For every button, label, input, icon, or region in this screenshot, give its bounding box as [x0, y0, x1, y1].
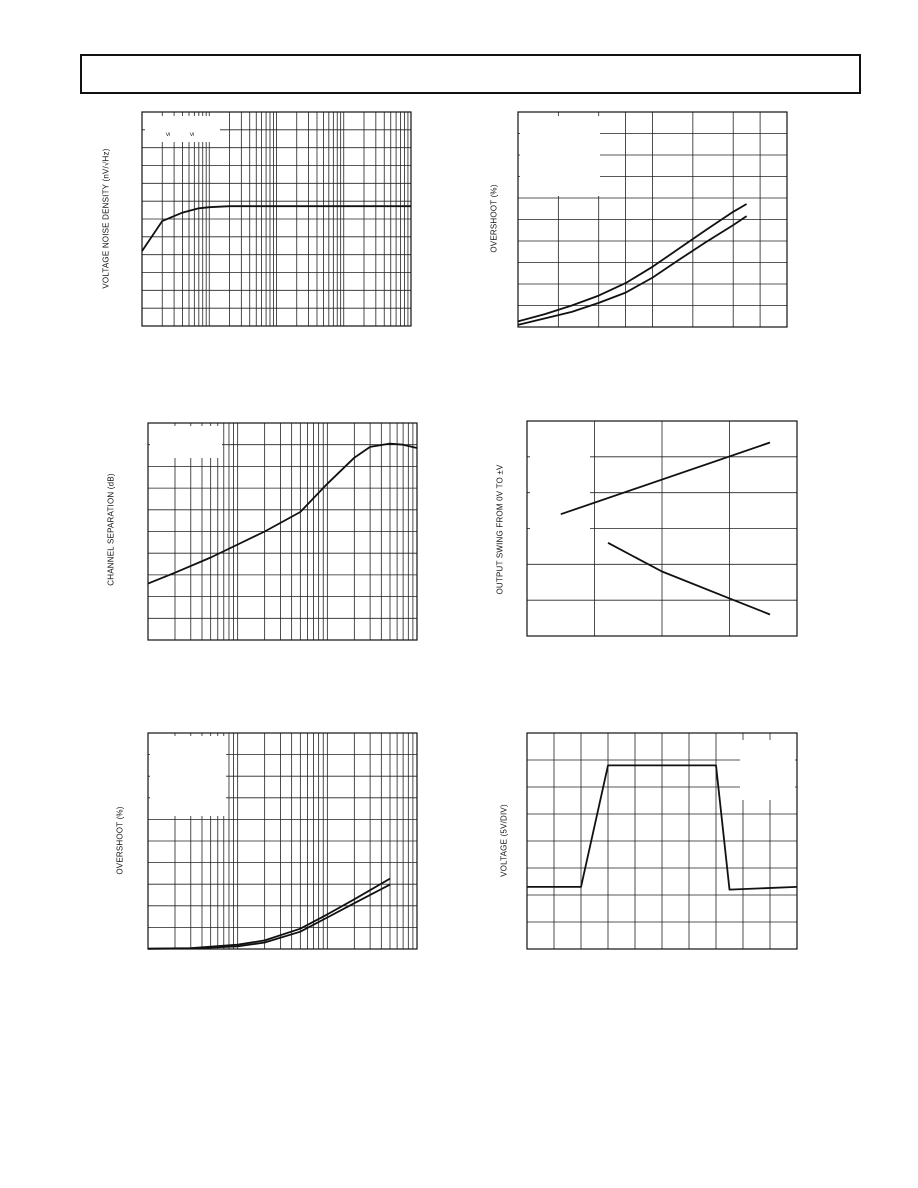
overshoot-top-series-2-line — [518, 216, 747, 325]
overshoot-bottom-ylabel: OVERSHOOT (%) — [115, 806, 125, 875]
output-swing-series-1-line — [561, 443, 770, 515]
channel-sep-ylabel: CHANNEL SEPARATION (dB) — [106, 473, 116, 586]
overshoot-top-blank-area — [520, 116, 600, 196]
noise-annotation: ≤ — [189, 132, 196, 136]
channel-sep-series-1-line — [148, 444, 417, 584]
channel-sep-blank-area — [150, 426, 222, 458]
output-swing-ylabel: OUTPUT SWING FROM 0V TO ±V — [495, 464, 505, 595]
output-swing-series-2-line — [608, 543, 770, 615]
overshoot-bottom-blank-area — [150, 736, 226, 816]
overshoot-top-ylabel: OVERSHOOT (%) — [489, 184, 499, 253]
noise-annotation: ≤ — [165, 132, 172, 136]
overshoot-bottom-series-1-line — [148, 879, 390, 949]
pulse-blank-area — [740, 740, 795, 800]
pulse-ylabel: VOLTAGE (5V/DIV) — [499, 804, 509, 877]
noise-ylabel: VOLTAGE NOISE DENSITY (nV/√Hz) — [101, 148, 111, 289]
output-swing-blank-area — [530, 440, 590, 550]
noise-blank-area — [145, 116, 220, 142]
